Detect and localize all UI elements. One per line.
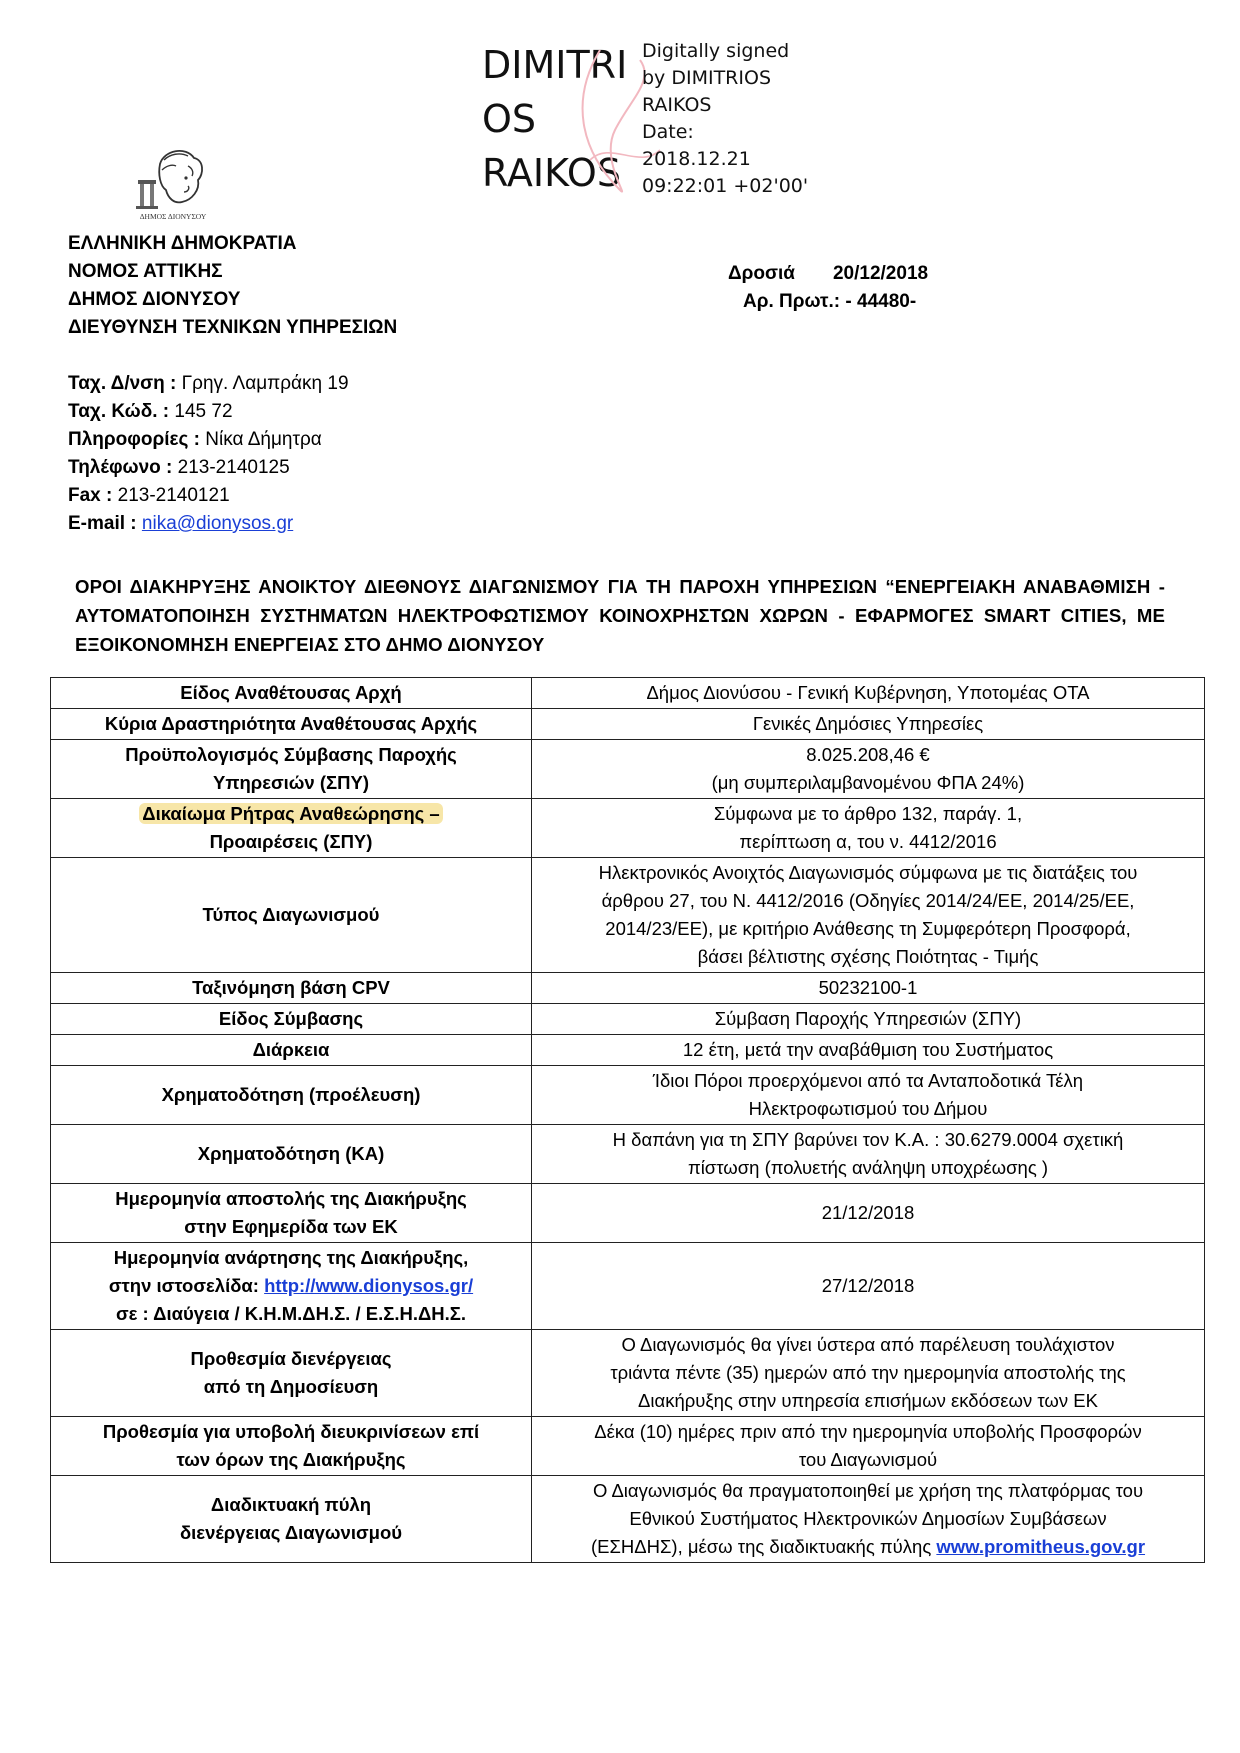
info-row: Πληροφορίες : Νίκα Δήμητρα <box>68 429 322 450</box>
protocol-number: Αρ. Πρωτ.: - 44480- <box>743 291 917 312</box>
email-link[interactable]: nika@dionysos.gr <box>141 513 294 534</box>
table-row <box>51 1066 1205 1125</box>
org-line: ΕΛΛΗΝΙΚΗ ΔΗΜΟΚΡΑΤΙΑ <box>68 233 297 254</box>
org-line: ΝΟΜΟΣ ΑΤΤΙΚΗΣ <box>68 261 223 282</box>
signature-detail-line: RAIKOS <box>642 94 712 116</box>
row-label: Είδος Αναθέτουσας Αρχή <box>51 678 532 709</box>
row-label: Κύρια Δραστηριότητα Αναθέτουσας Αρχής <box>51 709 532 740</box>
table-row <box>51 973 1205 1004</box>
table-row <box>51 858 1205 973</box>
signature-detail-line: 2018.12.21 <box>642 148 751 170</box>
row-label: Ημερομηνία αποστολής της Διακήρυξης στην Εφημερίδα των ΕΚ <box>51 1184 532 1243</box>
row-value: Ο Διαγωνισμός θα πραγματοποιηθεί με χρήση της πλατφόρμας του Εθνικού Συστήματος Ηλεκτρονικών Δημοσίων Συμβάσεων (ΕΣΗΔΗΣ), μέσω της διαδικτυακής πύλης www.promitheus.gov.gr <box>532 1476 1205 1563</box>
table-row <box>51 1330 1205 1417</box>
row-value: Γενικές Δημόσιες Υπηρεσίες <box>532 709 1205 740</box>
signature-name-line: OS <box>482 97 537 141</box>
row-value: Σύμφωνα με το άρθρο 132, παράγ. 1, περίπτωση α, του ν. 4412/2016 <box>532 799 1205 858</box>
row-label: Χρηματοδότηση (προέλευση) <box>51 1066 532 1125</box>
org-line: ΔΙΕΥΘΥΝΣΗ ΤΕΧΝΙΚΩΝ ΥΠΗΡΕΣΙΩΝ <box>68 317 398 338</box>
phone-row: Τηλέφωνο : 213-2140125 <box>68 457 290 478</box>
promitheus-link[interactable]: www.promitheus.gov.gr <box>936 1536 1146 1557</box>
place: Δροσιά <box>728 263 795 284</box>
row-label: Τύπος Διαγωνισμού <box>51 858 532 973</box>
fax-value: 213-2140121 <box>117 485 230 506</box>
table-row <box>51 709 1205 740</box>
row-label: Προϋπολογισμός Σύμβασης Παροχής Υπηρεσιών (ΣΠΥ) <box>51 740 532 799</box>
contact-block <box>68 370 349 538</box>
row-value: Σύμβαση Παροχής Υπηρεσιών (ΣΠΥ) <box>532 1004 1205 1035</box>
row-label: Ταξινόμηση βάση CPV <box>51 973 532 1004</box>
document-title: ΟΡΟΙ ΔΙΑΚΗΡΥΞΗΣ ΑΝΟΙΚΤΟΥ ΔΙΕΘΝΟΥΣ ΔΙΑΓΩΝΙΣΜΟΥ ΓΙΑ ΤΗ ΠΑΡΟΧΗ ΥΠΗΡΕΣΙΩΝ “ΕΝΕΡΓΕΙΑΚΗ ΑΝΑΒΑΘΜΙΣΗ - ΑΥΤΟΜΑΤΟΠΟΙΗΣΗ ΣΥΣΤΗΜΑΤΩΝ ΗΛΕΚΤΡΟΦΩΤΙΣΜΟΥ ΚΟΙΝΟΧΡΗΣΤΩΝ ΧΩΡΩΝ - ΕΦΑΡΜΟΓΕΣ SMART CITIES, ΜΕ ΕΞΟΙΚΟΝΟΜΗΣΗ ΕΝΕΡΓΕΙΑΣ ΣΤΟ ΔΗΜΟ ΔΙΟΝΥΣΟΥ <box>75 576 1165 655</box>
row-value: Δήμος Διονύσου - Γενική Κυβέρνηση, Υποτομέας ΟΤΑ <box>532 678 1205 709</box>
table-row <box>51 740 1205 799</box>
row-label: Προθεσμία για υποβολή διευκρινίσεων επί των όρων της Διακήρυξης <box>51 1417 532 1476</box>
highlighted-text: Δικαίωμα Ρήτρας Αναθεώρησης – <box>139 803 442 824</box>
organization-header <box>68 230 397 342</box>
row-label: Διαδικτυακή πύλη διενέργειας Διαγωνισμού <box>51 1476 532 1563</box>
signature-name-line: RAIKOS <box>482 151 621 195</box>
place-date <box>728 260 928 288</box>
table-row <box>51 678 1205 709</box>
table-row <box>51 1417 1205 1476</box>
signature-detail-line: by DIMITRIOS <box>642 67 772 89</box>
row-value: 21/12/2018 <box>532 1184 1205 1243</box>
row-label-highlighted: Δικαίωμα Ρήτρας Αναθεώρησης – Προαιρέσεις (ΣΠΥ) <box>51 799 532 858</box>
row-value: Ηλεκτρονικός Ανοιχτός Διαγωνισμός σύμφωνα με τις διατάξεις του άρθρου 27, του Ν. 4412/2016 (Οδηγίες 2014/24/ΕΕ, 2014/25/ΕΕ, 2014/23/ΕΕ), με κριτήριο Ανάθεσης τη Συμφερότερη Προσφορά, βάσει βέλτιστης σχέσης Ποιότητας - Τιμής <box>532 858 1205 973</box>
postcode-row: Ταχ. Κώδ. : 145 72 <box>68 401 233 422</box>
signature-detail-line: Digitally signed <box>642 40 790 62</box>
row-value: 8.025.208,46 € (μη συμπεριλαμβανομένου ΦΠΑ 24%) <box>532 740 1205 799</box>
signature-name-line: DIMITRI <box>482 43 628 87</box>
table-row <box>51 1243 1205 1330</box>
dionysus-head-logo-icon <box>130 146 216 222</box>
row-value: 12 έτη, μετά την αναβάθμιση του Συστήματος <box>532 1035 1205 1066</box>
phone-value: 213-2140125 <box>177 457 290 478</box>
signature-detail-line: Date: <box>642 121 694 143</box>
row-value: Ο Διαγωνισμός θα γίνει ύστερα από παρέλευση τουλάχιστον τριάντα πέντε (35) ημερών από την ημερομηνία αποστολής της Διακήρυξης στην υπηρεσία επισήμων εκδόσεων των ΕΚ <box>532 1330 1205 1417</box>
table-row <box>51 1476 1205 1563</box>
info-value: Νίκα Δήμητρα <box>205 429 322 450</box>
tender-details-table <box>50 677 1190 1563</box>
table-row <box>51 1184 1205 1243</box>
signature-details <box>642 38 842 200</box>
row-label: Διάρκεια <box>51 1035 532 1066</box>
row-label: Ημερομηνία ανάρτησης της Διακήρυξης, στην ιστοσελίδα: http://www.dionysos.gr/ σε : Διαύγεια / Κ.Η.Μ.ΔΗ.Σ. / Ε.Σ.Η.ΔΗ.Σ. <box>51 1243 532 1330</box>
table-row <box>51 1004 1205 1035</box>
document-meta <box>728 260 928 316</box>
row-value: Ίδιοι Πόροι προερχόμενοι από τα Ανταποδοτικά Τέλη Ηλεκτροφωτισμού του Δήμου <box>532 1066 1205 1125</box>
signature-detail-line: 09:22:01 +02'00' <box>642 175 809 197</box>
row-label: Είδος Σύμβασης <box>51 1004 532 1035</box>
date: 20/12/2018 <box>832 263 929 284</box>
row-value: 50232100-1 <box>532 973 1205 1004</box>
table-row <box>51 799 1205 858</box>
row-value: Η δαπάνη για τη ΣΠΥ βαρύνει τον Κ.Α. : 30.6279.0004 σχετική πίστωση (πολυετής ανάληψη υποχρέωσης ) <box>532 1125 1205 1184</box>
org-line: ΔΗΜΟΣ ΔΙΟΝΥΣΟΥ <box>68 289 241 310</box>
table-row <box>51 1125 1205 1184</box>
email-row: E-mail : nika@dionysos.gr <box>68 513 294 534</box>
address-row: Ταχ. Δ/νση : Γρηγ. Λαμπράκη 19 <box>68 373 349 394</box>
row-label: Προθεσμία διενέργειας από τη Δημοσίευση <box>51 1330 532 1417</box>
row-value: 27/12/2018 <box>532 1243 1205 1330</box>
row-value: Δέκα (10) ημέρες πριν από την ημερομηνία υποβολής Προσφορών του Διαγωνισμού <box>532 1417 1205 1476</box>
fax-row: Fax : 213-2140121 <box>68 485 230 506</box>
row-label: Χρηματοδότηση (ΚΑ) <box>51 1125 532 1184</box>
postcode-value: 145 72 <box>174 401 233 422</box>
table-row <box>51 1035 1205 1066</box>
logo-caption: ΔΗΜΟΣ ΔΙΟΝΥΣΟΥ <box>139 212 207 221</box>
address-value: Γρηγ. Λαμπράκη 19 <box>181 373 349 394</box>
website-link[interactable]: http://www.dionysos.gr/ <box>264 1275 474 1296</box>
